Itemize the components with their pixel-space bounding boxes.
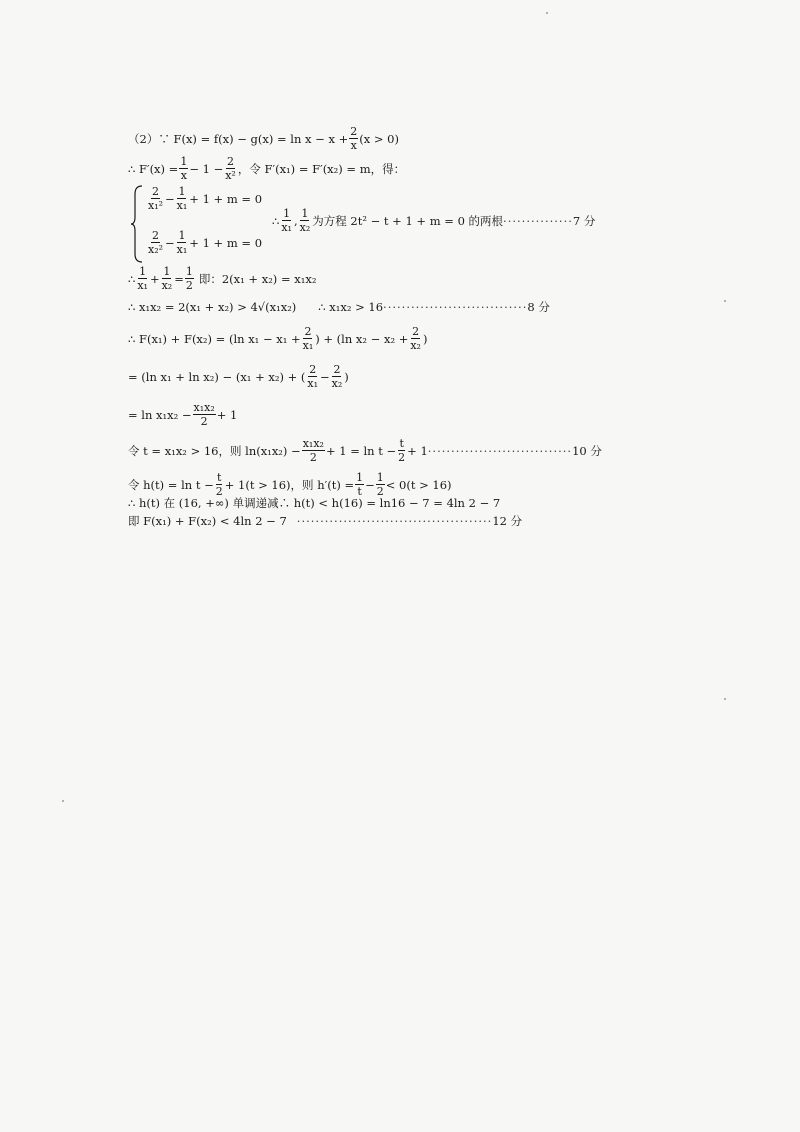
denominator: x₁² xyxy=(148,199,164,212)
scan-speck xyxy=(546,12,548,14)
denominator: x₁ xyxy=(176,199,188,212)
numerator: 1 xyxy=(283,207,291,220)
line-text: + 1 = ln t − xyxy=(325,443,397,458)
line-text: 即：2(x₁ + x₂) = x₁x₂ xyxy=(198,271,317,286)
fraction xyxy=(176,230,189,255)
denominator: 2 xyxy=(376,485,384,498)
numerator: 1 xyxy=(376,471,384,484)
line-text: + 1 + m = 0 xyxy=(189,191,263,206)
numerator: 1 xyxy=(178,185,186,198)
numerator: 2 xyxy=(333,363,341,376)
fraction xyxy=(176,186,189,211)
line-text: ，令 F′(x₁) = F′(x₂) = m，得： xyxy=(237,161,406,176)
fraction xyxy=(299,208,312,233)
line-text: + 1(t > 16)，则 h′(t) = xyxy=(224,477,355,492)
fraction xyxy=(302,438,325,463)
denominator: x₂ xyxy=(331,377,343,390)
numerator: 1 xyxy=(180,155,188,168)
denominator: x₂ xyxy=(410,339,421,352)
line-text: + 1 xyxy=(407,443,428,458)
fraction xyxy=(280,208,293,233)
line-text: ) + (ln x₂ − x₂ + xyxy=(315,331,409,346)
denominator: 2 xyxy=(309,451,317,464)
numerator: 1 xyxy=(185,265,193,278)
line-text: , xyxy=(293,213,298,228)
denominator: x₂ xyxy=(161,279,173,292)
denominator: x₁ xyxy=(302,339,314,352)
numerator: 1 xyxy=(356,471,364,484)
numerator: 2 xyxy=(350,125,358,138)
numerator: x₁x₂ xyxy=(193,401,215,414)
denominator: x₂ xyxy=(299,221,311,234)
numerator: 1 xyxy=(163,265,171,278)
score-mark: 10 分 xyxy=(572,443,602,458)
line-text: (x > 0) xyxy=(359,131,399,146)
system-roots-note xyxy=(272,208,595,233)
line-text: ∴ xyxy=(272,213,280,228)
fraction xyxy=(179,156,188,181)
line-text: = xyxy=(174,271,184,286)
solution-line-7 xyxy=(128,402,237,427)
fraction xyxy=(349,126,358,151)
line-text: + 1 xyxy=(216,407,238,422)
leader-dots: ······························· xyxy=(427,443,573,458)
fraction xyxy=(306,364,319,389)
fraction xyxy=(302,326,315,351)
denominator: x xyxy=(180,169,187,182)
solution-line-3 xyxy=(128,266,316,291)
numerator: 2 xyxy=(152,185,160,198)
scan-speck xyxy=(724,300,726,302)
numerator: 2 xyxy=(304,325,312,338)
line-text: + 1 + m = 0 xyxy=(189,235,263,250)
line-text: = ln x₁x₂ − xyxy=(128,407,192,422)
fraction xyxy=(355,472,364,497)
fraction xyxy=(331,364,344,389)
scan-speck xyxy=(724,698,726,700)
leader-dots: ·········································· xyxy=(296,514,493,528)
fraction xyxy=(409,326,422,351)
solution-line-9 xyxy=(128,472,452,497)
line-text: − xyxy=(165,191,175,206)
line-text: 令 t = x₁x₂ > 16，则 ln(x₁x₂) − xyxy=(128,443,301,458)
denominator: x xyxy=(350,139,357,152)
scan-speck xyxy=(62,800,64,802)
numerator: t xyxy=(399,437,404,450)
score-mark: 12 分 xyxy=(492,514,523,528)
line-text: = (ln x₁ + ln x₂) − (x₁ + x₂) + ( xyxy=(128,369,306,384)
line-text: ∴ F′(x) = xyxy=(128,161,179,176)
fraction xyxy=(224,156,237,181)
system-equation-1 xyxy=(146,186,262,211)
denominator: x₁ xyxy=(137,279,148,292)
denominator: 2 xyxy=(185,279,193,292)
numerator: 2 xyxy=(152,229,160,242)
score-mark: 7 分 xyxy=(572,213,596,228)
denominator: 2 xyxy=(215,485,223,498)
denominator: x² xyxy=(225,169,236,182)
fraction xyxy=(147,230,164,255)
numerator: x₁x₂ xyxy=(302,437,324,450)
line-text: 令 h(t) = ln t − xyxy=(128,477,214,492)
solution-line-6 xyxy=(128,364,349,389)
line-text: − xyxy=(165,235,175,250)
solution-line-8 xyxy=(128,438,602,463)
line-text: ) xyxy=(344,369,349,384)
denominator: t xyxy=(357,485,362,498)
denominator: x₂² xyxy=(148,243,164,256)
solution-line-5 xyxy=(128,326,427,351)
fraction xyxy=(147,186,164,211)
numerator: 2 xyxy=(412,325,420,338)
line-text: − xyxy=(320,369,330,384)
solution-line-11 xyxy=(128,514,522,528)
solution-line-1 xyxy=(128,126,399,151)
fraction xyxy=(215,472,224,497)
line-text: ∴ x₁x₂ > 16 xyxy=(318,300,384,314)
denominator: 2 xyxy=(200,415,208,428)
solution-line-2 xyxy=(128,156,405,181)
numerator: 2 xyxy=(227,155,235,168)
denominator: x₁ xyxy=(281,221,292,234)
numerator: 1 xyxy=(301,207,309,220)
leader-dots: ··············· xyxy=(503,213,573,228)
fraction xyxy=(193,402,216,427)
numerator: 1 xyxy=(139,265,147,278)
numerator: t xyxy=(217,471,222,484)
score-mark: 8 分 xyxy=(527,300,550,314)
fraction xyxy=(397,438,406,463)
denominator: x₁ xyxy=(176,243,188,256)
solution-line-4 xyxy=(128,300,550,314)
line-text: + xyxy=(149,271,160,286)
numerator: 2 xyxy=(309,363,317,376)
line-text: ∴ h(t) 在 (16, +∞) 单调递减∴ h(t) < h(16) = ln16 − 7 = 4ln 2 − 7 xyxy=(128,496,501,510)
fraction xyxy=(185,266,194,291)
line-text: 为方程 2t² − t + 1 + m = 0 的两根 xyxy=(312,213,504,228)
line-text: − xyxy=(365,477,375,492)
line-text: ∴ x₁x₂ = 2(x₁ + x₂) > 4√(x₁x₂) xyxy=(128,300,297,314)
line-text: − 1 − xyxy=(189,161,224,176)
line-text: < 0(t > 16) xyxy=(385,477,452,492)
numerator: 1 xyxy=(178,229,186,242)
leader-dots: ······························· xyxy=(383,300,528,314)
fraction xyxy=(376,472,385,497)
solution-line-10 xyxy=(128,496,500,510)
line-text: （2）∵ F(x) = f(x) − g(x) = ln x − x + xyxy=(128,131,349,146)
fraction xyxy=(161,266,174,291)
line-text: ∴ xyxy=(128,271,136,286)
denominator: 2 xyxy=(398,451,406,464)
system-equation-2 xyxy=(146,230,262,255)
line-text: 即 F(x₁) + F(x₂) < 4ln 2 − 7 xyxy=(128,514,287,528)
line-text: ∴ F(x₁) + F(x₂) = (ln x₁ − x₁ + xyxy=(128,331,301,346)
fraction xyxy=(136,266,149,291)
denominator: x₁ xyxy=(307,377,318,390)
line-text: ) xyxy=(422,331,428,346)
system-brace xyxy=(130,184,144,264)
